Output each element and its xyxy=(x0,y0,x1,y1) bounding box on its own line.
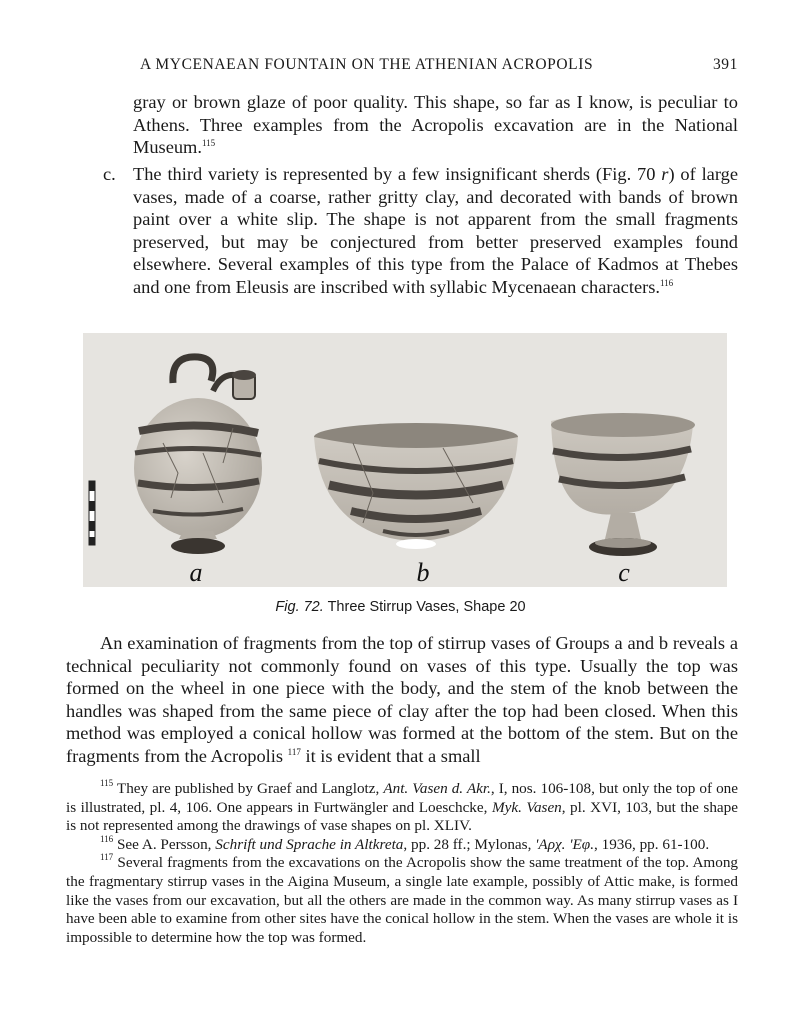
footnote-italic-segment: 'Αρχ. 'Εφ. xyxy=(535,835,594,853)
footnote-segment: Several fragments from the excavations on the Acropolis show the same treatment of the top. Among the fragmentary stirrup vases in the Aigina Museum, a single late example, possibly of Attic make, is formed like the vases from our excavation, but all the others are made in the common way. As many stirrup vases as I have been able to examine from other sites have the conical hollow in the stem. When the vases are whole it is impossible to determine how the top was formed. xyxy=(66,854,739,946)
figure-caption xyxy=(0,599,801,615)
footnote-segment: , pp. 28 ff.; Mylonas, xyxy=(403,835,536,853)
scale-bar xyxy=(89,481,95,545)
footnote-italic-segment: Ant. Vasen d. Akr. xyxy=(383,780,491,797)
photo-label-c: c xyxy=(618,558,630,587)
footnote-segment: They are published by Graef and Langlotz, xyxy=(116,780,384,797)
footnote-text xyxy=(66,854,738,945)
footnote-ref-116[interactable]: 116 xyxy=(660,277,674,288)
footnote-segment: See A. Persson, xyxy=(116,835,216,853)
footnote-text xyxy=(117,836,709,853)
continuation-paragraph xyxy=(133,91,738,159)
footnote-segment: , pl. XVI, 103, but the shape is not represented among the drawings of vase shapes on pl. XLIV. xyxy=(66,798,738,835)
footnote-115 xyxy=(66,780,738,836)
paragraph-text-part1: An examination of fragments from the top of stirrup vases of Groups a and b reveals a technical peculiarity not commonly found on vases of this type. Usually the top was formed on the wheel in one piece with the body, and the stem of the knob between the handles was shaped from the same piece of clay after the top had been closed. When this method was employed a conical hollow was formed at the bottom of the stem. But on the fragments from the Acropolis xyxy=(66,633,738,766)
list-marker-c: c. xyxy=(103,164,116,184)
footnotes xyxy=(66,780,738,947)
page-number: 391 xyxy=(712,56,738,73)
footnote-ref-115[interactable]: 115 xyxy=(201,138,216,149)
item-c-text-part2: ) of large vases, made of a coarse, rather gritty clay, and decorated with bands of brown paint over a white slip. The shape is not apparent from the small fragments preserved, but may be conjectured from better preserved examples found elsewhere. Several examples of this type from the Palace of Kadmos at Thebes and one from Eleusis are inscribed with syllabic Mycenaean characters. xyxy=(133,164,738,297)
list-item-c xyxy=(66,163,738,299)
photo-label-b: b xyxy=(416,558,430,587)
footnote-116 xyxy=(66,833,738,855)
body-paragraph xyxy=(66,632,738,768)
figure-photo xyxy=(83,333,727,587)
footnote-number: 117 xyxy=(100,852,114,863)
footnote-segment: , I, nos. 106-108, but only the top of one is illustrated, pl. 4, 106. One appears in Furtwängler and Loeschcke, xyxy=(66,780,738,816)
footnote-text xyxy=(66,780,738,834)
paragraph-text-part2: it is evident that a small xyxy=(305,745,481,766)
caption-text: Three Stirrup Vases, Shape 20 xyxy=(327,599,526,615)
vases-photograph xyxy=(83,333,727,587)
footnote-ref-117[interactable]: 117 xyxy=(287,746,301,757)
continuation-text: gray or brown glaze of poor quality. This shape, so far as I know, is peculiar to Athens. Three examples from the Acropolis excavation are in the National Museum. xyxy=(133,92,738,158)
footnote-number: 115 xyxy=(100,778,114,788)
paragraph-text xyxy=(66,632,738,768)
footnote-number: 116 xyxy=(100,833,114,844)
photo-label-a: a xyxy=(189,558,203,587)
list-item-c-text xyxy=(133,163,738,299)
footnote-117 xyxy=(66,854,738,947)
footnote-italic-segment: Myk. Vasen xyxy=(491,798,562,816)
footnote-segment: , 1936, pp. 61-100. xyxy=(594,835,710,853)
running-title: A MYCENAEAN FOUNTAIN ON THE ATHENIAN ACROPOLIS xyxy=(140,56,594,73)
footnote-italic-segment: Schrift und Sprache in Altkreta xyxy=(215,835,404,853)
item-c-text-part1: The third variety is represented by a few insignificant sherds (Fig. 70 xyxy=(133,164,662,184)
fig-ref-letter: r xyxy=(661,164,669,184)
caption-label: Fig. 72. xyxy=(275,599,324,615)
